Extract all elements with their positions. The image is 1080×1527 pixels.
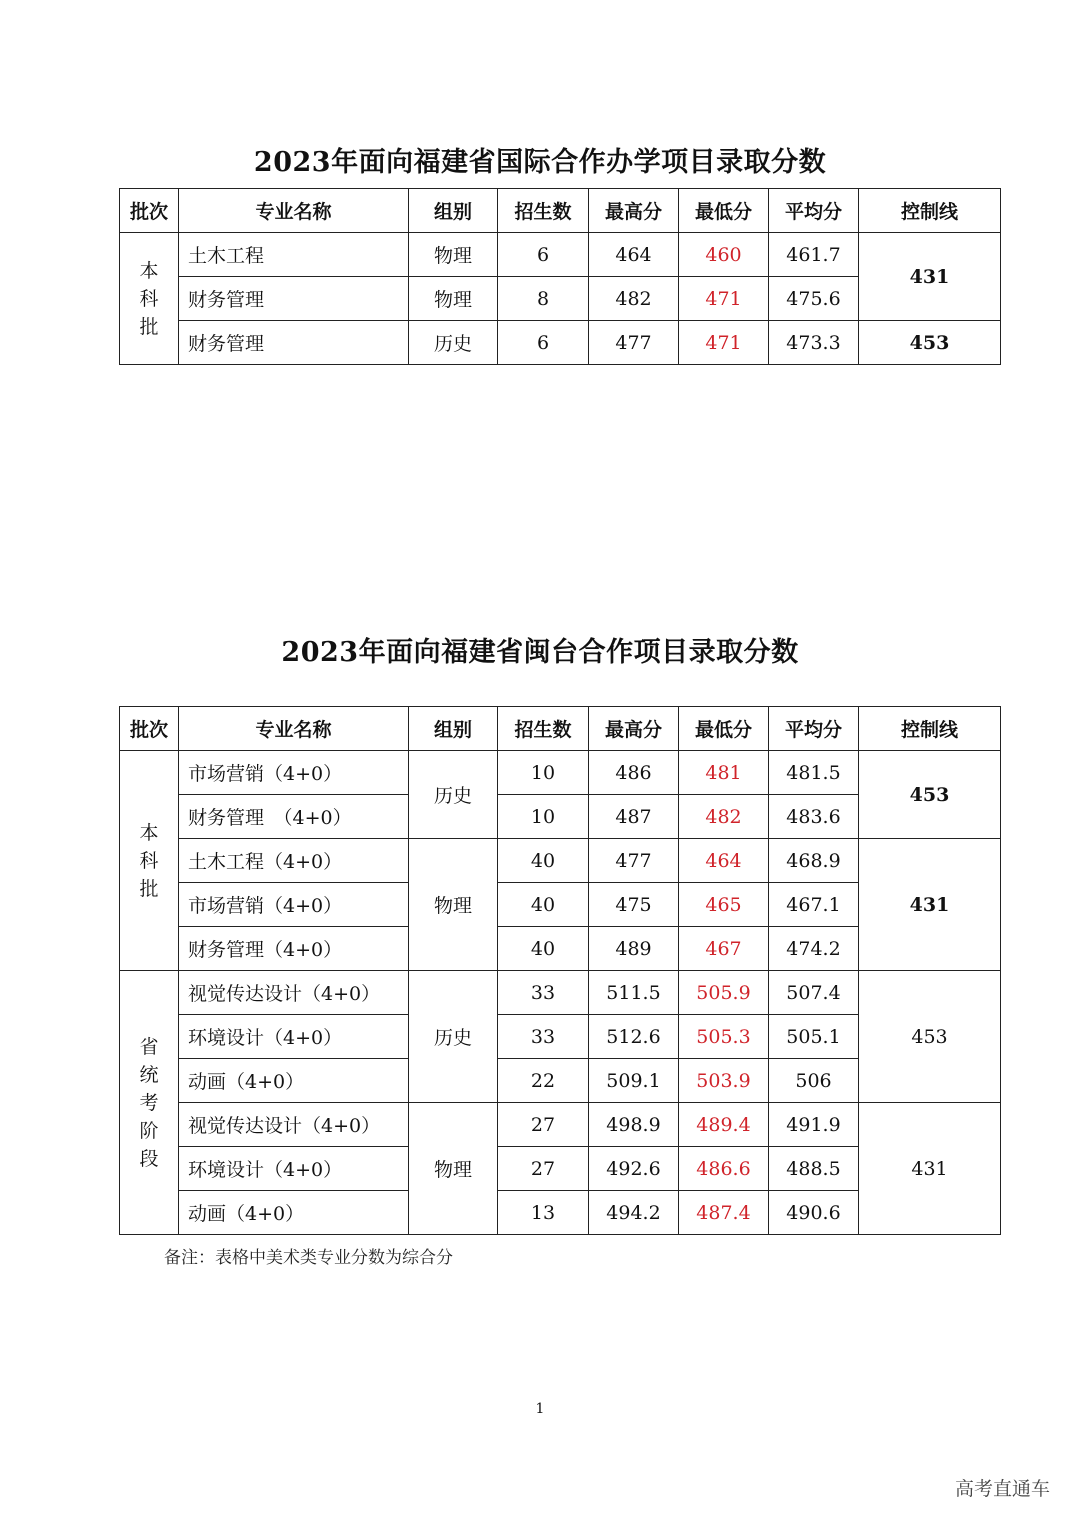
batch-char: 省 (139, 1035, 159, 1058)
header-count: 招生数 (498, 189, 589, 233)
batch-char: 段 (139, 1147, 159, 1170)
count-cell: 40 (498, 883, 589, 927)
major-name: 土木工程 (179, 233, 409, 277)
watermark-text: 高考直通车 (954, 1478, 1050, 1500)
count-cell: 10 (498, 751, 589, 795)
page-number: 1 (535, 1401, 545, 1417)
avg-score: 461.7 (769, 233, 859, 277)
table-row (120, 971, 1001, 1015)
avg-score: 483.6 (769, 795, 859, 839)
avg-score: 468.9 (769, 839, 859, 883)
max-score: 487 (589, 795, 679, 839)
table-row (120, 839, 1001, 883)
group-cell: 物理 (409, 277, 498, 321)
header-avg: 平均分 (769, 189, 859, 233)
batch-char: 阶 (139, 1119, 159, 1142)
control-line: 431 (859, 1103, 1001, 1235)
count-cell: 8 (498, 277, 589, 321)
table-row (120, 321, 1001, 365)
min-score: 467 (679, 927, 769, 971)
max-score: 509.1 (589, 1059, 679, 1103)
count-cell: 6 (498, 321, 589, 365)
major-name: 市场营销（4+0） (179, 751, 409, 795)
avg-score: 473.3 (769, 321, 859, 365)
major-name: 财务管理 (179, 321, 409, 365)
header-min: 最低分 (679, 707, 769, 751)
major-name: 视觉传达设计（4+0） (179, 1103, 409, 1147)
count-cell: 10 (498, 795, 589, 839)
avg-score: 507.4 (769, 971, 859, 1015)
avg-score: 505.1 (769, 1015, 859, 1059)
control-line: 431 (859, 233, 1001, 321)
control-line: 431 (859, 839, 1001, 971)
header-control: 控制线 (859, 707, 1001, 751)
major-name: 财务管理（4+0） (179, 927, 409, 971)
min-score: 465 (679, 883, 769, 927)
min-score: 460 (679, 233, 769, 277)
max-score: 494.2 (589, 1191, 679, 1235)
table1-title: 2023年面向福建省国际合作办学项目录取分数 (253, 147, 827, 178)
group-cell: 历史 (409, 751, 498, 839)
batch-cell (120, 751, 179, 971)
max-score: 511.5 (589, 971, 679, 1015)
header-max: 最高分 (589, 707, 679, 751)
header-major: 专业名称 (179, 707, 409, 751)
major-name: 动画（4+0） (179, 1191, 409, 1235)
min-score: 487.4 (679, 1191, 769, 1235)
group-cell: 物理 (409, 1103, 498, 1235)
max-score: 477 (589, 839, 679, 883)
count-cell: 40 (498, 927, 589, 971)
control-line: 453 (859, 321, 1001, 365)
count-cell: 13 (498, 1191, 589, 1235)
min-score: 486.6 (679, 1147, 769, 1191)
major-name: 视觉传达设计（4+0） (179, 971, 409, 1015)
batch-char: 科 (139, 849, 159, 872)
avg-score: 488.5 (769, 1147, 859, 1191)
table-row (120, 233, 1001, 277)
table-header-row (120, 707, 1001, 751)
min-score: 489.4 (679, 1103, 769, 1147)
header-max: 最高分 (589, 189, 679, 233)
min-score: 505.3 (679, 1015, 769, 1059)
min-score: 503.9 (679, 1059, 769, 1103)
group-cell: 物理 (409, 233, 498, 277)
header-avg: 平均分 (769, 707, 859, 751)
max-score: 475 (589, 883, 679, 927)
max-score: 492.6 (589, 1147, 679, 1191)
max-score: 477 (589, 321, 679, 365)
min-score: 482 (679, 795, 769, 839)
avg-score: 506 (769, 1059, 859, 1103)
header-control: 控制线 (859, 189, 1001, 233)
avg-score: 474.2 (769, 927, 859, 971)
table-header-row (120, 189, 1001, 233)
min-score: 471 (679, 321, 769, 365)
batch-cell (120, 971, 179, 1235)
avg-score: 481.5 (769, 751, 859, 795)
batch-char: 批 (139, 315, 159, 338)
table-row (120, 1103, 1001, 1147)
min-score: 505.9 (679, 971, 769, 1015)
header-major: 专业名称 (179, 189, 409, 233)
major-name: 环境设计（4+0） (179, 1147, 409, 1191)
header-count: 招生数 (498, 707, 589, 751)
admission-table-international (119, 188, 1001, 365)
count-cell: 33 (498, 971, 589, 1015)
header-group: 组别 (409, 189, 498, 233)
major-name: 土木工程（4+0） (179, 839, 409, 883)
table-note: 备注：表格中美术类专业分数为综合分 (164, 1248, 453, 1268)
max-score: 512.6 (589, 1015, 679, 1059)
header-batch: 批次 (120, 707, 179, 751)
group-cell: 历史 (409, 971, 498, 1103)
control-line: 453 (859, 751, 1001, 839)
group-cell: 历史 (409, 321, 498, 365)
header-min: 最低分 (679, 189, 769, 233)
group-cell: 物理 (409, 839, 498, 971)
table2-title: 2023年面向福建省闽台合作项目录取分数 (281, 637, 799, 668)
avg-score: 467.1 (769, 883, 859, 927)
min-score: 481 (679, 751, 769, 795)
batch-char: 本 (139, 259, 159, 282)
count-cell: 27 (498, 1147, 589, 1191)
count-cell: 33 (498, 1015, 589, 1059)
batch-char: 本 (139, 821, 159, 844)
max-score: 486 (589, 751, 679, 795)
batch-char: 科 (139, 287, 159, 310)
major-name: 财务管理 （4+0） (179, 795, 409, 839)
major-name: 财务管理 (179, 277, 409, 321)
batch-cell (120, 233, 179, 365)
min-score: 471 (679, 277, 769, 321)
max-score: 464 (589, 233, 679, 277)
batch-char: 考 (139, 1091, 159, 1114)
max-score: 482 (589, 277, 679, 321)
header-batch: 批次 (120, 189, 179, 233)
count-cell: 6 (498, 233, 589, 277)
avg-score: 491.9 (769, 1103, 859, 1147)
max-score: 498.9 (589, 1103, 679, 1147)
max-score: 489 (589, 927, 679, 971)
count-cell: 22 (498, 1059, 589, 1103)
major-name: 动画（4+0） (179, 1059, 409, 1103)
count-cell: 40 (498, 839, 589, 883)
admission-table-fujian-taiwan (119, 706, 1001, 1235)
control-line: 453 (859, 971, 1001, 1103)
min-score: 464 (679, 839, 769, 883)
avg-score: 475.6 (769, 277, 859, 321)
header-group: 组别 (409, 707, 498, 751)
batch-char: 统 (139, 1063, 159, 1086)
batch-char: 批 (139, 877, 159, 900)
count-cell: 27 (498, 1103, 589, 1147)
table-row (120, 751, 1001, 795)
avg-score: 490.6 (769, 1191, 859, 1235)
major-name: 环境设计（4+0） (179, 1015, 409, 1059)
major-name: 市场营销（4+0） (179, 883, 409, 927)
